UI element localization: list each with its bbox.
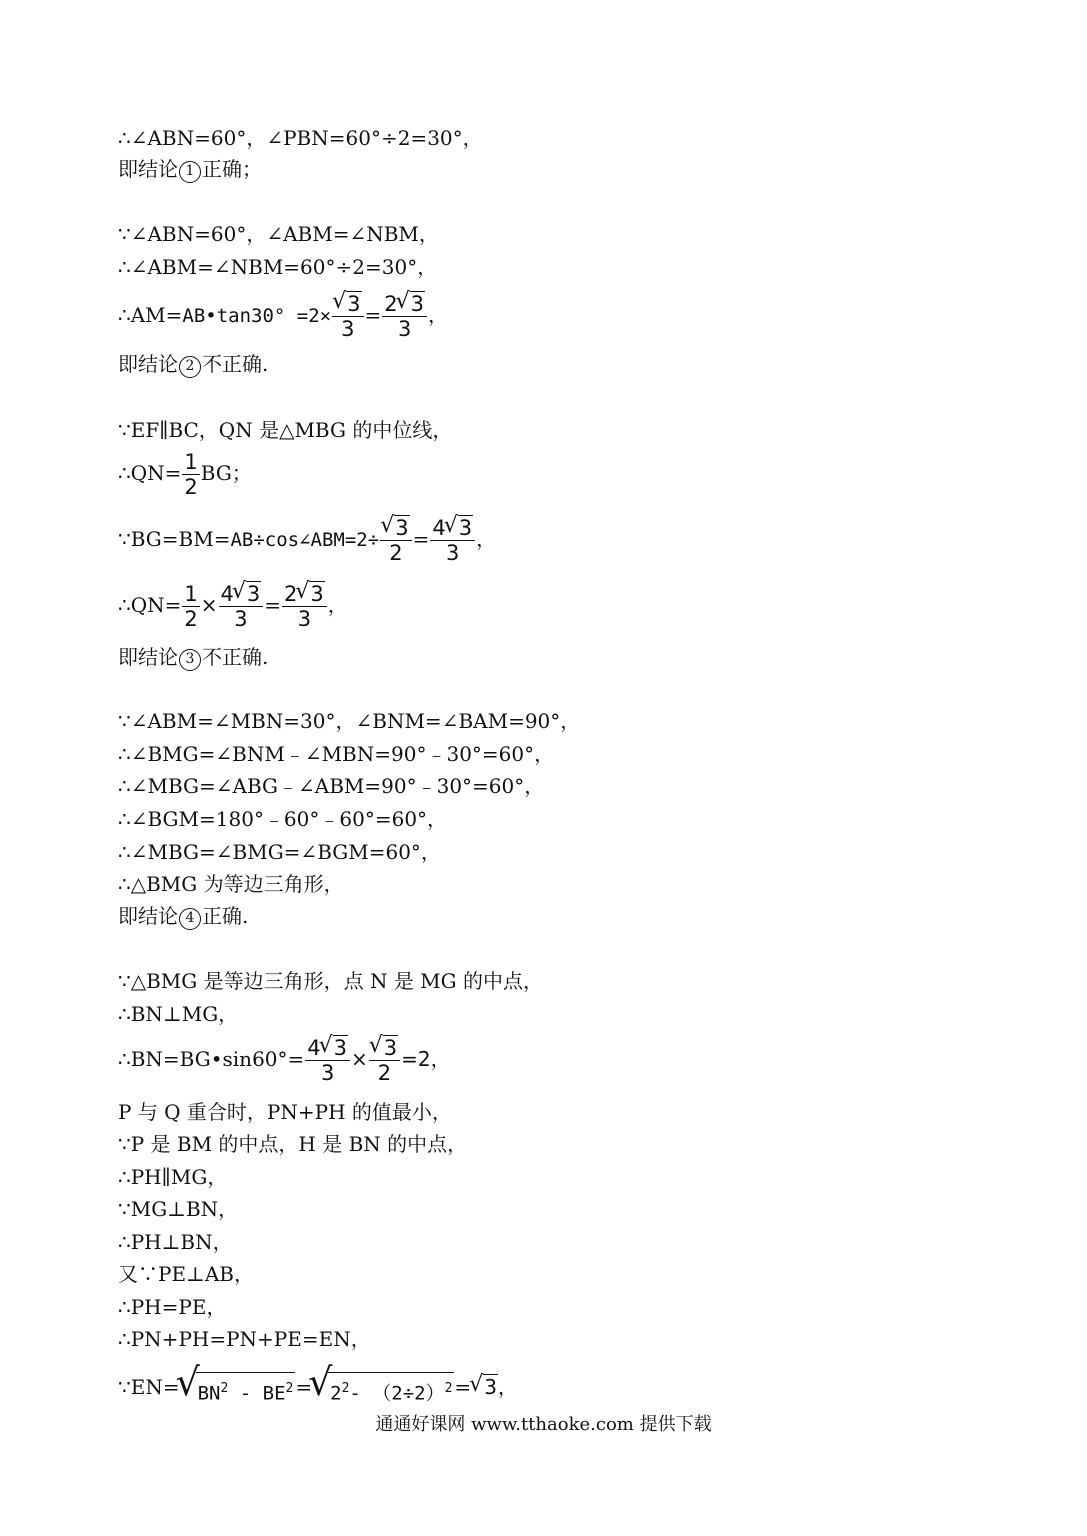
page-footer: 通通好课网 www.tthaoke.com 提供下载 xyxy=(375,1414,712,1435)
line-1: ∴∠ABN=60°，∠PBN=60°÷2=30°， xyxy=(118,126,483,150)
line-29: ∴PN+PH=PN+PE=EN， xyxy=(118,1327,371,1351)
line-14: ∴∠MBG=∠ABG﹣∠ABM=90°﹣30°=60°， xyxy=(118,774,545,798)
line-20: ∴BN⊥MG， xyxy=(118,1002,239,1026)
circled-number: 2 xyxy=(179,356,201,378)
line-23: ∵P 是 BM 的中点，H 是 BN 的中点， xyxy=(118,1132,468,1156)
circled-number: 1 xyxy=(179,161,201,183)
line-13: ∴∠BMG=∠BNM﹣∠MBN=90°﹣30°=60°， xyxy=(118,742,555,766)
line-30: ∵EN=√ $BN^2 - BE^2$ =√ $2^2-$ $(2\div 2)^2$ =√ 3， xyxy=(118,1372,518,1405)
circled-number: 4 xyxy=(179,908,201,930)
line-26: ∴PH⊥BN， xyxy=(118,1230,233,1254)
line-8: ∴QN= $\frac{1}{2}$ BG； xyxy=(118,450,252,499)
line-25: ∵MG⊥BN， xyxy=(118,1197,239,1221)
line-12: ∵∠ABM=∠MBN=30°，∠BNM=∠BAM=90°， xyxy=(118,709,581,733)
line-21: ∴BN=BG•sin60°= $\frac{4√ 3}{3}$ × √ $\frac{3}{2}$ =2， xyxy=(118,1036,451,1085)
line-19: ∵△BMG 是等边三角形，点 N 是 MG 的中点， xyxy=(118,969,543,993)
line-7: ∵EF∥BC，QN 是△MBG 的中位线， xyxy=(118,418,453,442)
line-15: ∴∠BGM=180°﹣60°﹣60°=60°， xyxy=(118,807,448,831)
circled-number: 3 xyxy=(179,649,201,671)
line-17: ∴△BMG 为等边三角形， xyxy=(118,872,344,896)
line-16: ∴∠MBG=∠BMG=∠BGM=60°， xyxy=(118,840,441,864)
line-3: ∵∠ABN=60°，∠ABM=∠NBM， xyxy=(118,222,439,246)
line-27: 又∵PE⊥AB， xyxy=(118,1262,255,1286)
line-4: ∴∠ABM=∠NBM=60°÷2=30°， xyxy=(118,255,438,279)
line-10: ∴QN= $\frac{1}{2}$ × $\frac{4√ 3}{3}$ = $\frac{2√ 3}{3}$ ， xyxy=(118,582,348,631)
line-9: ∵BG=BM=AB÷cos∠ABM=2÷ √ $\frac{3}{2}$ = $\frac{4√ 3}{3}$ ， xyxy=(118,516,496,565)
line-2: 即结论 1 正确； xyxy=(118,157,262,181)
line-5: ∴AM=AB•tan30° =2× √ $\frac{3}{3}$ = $\frac{2√ 3}{3}$ ， xyxy=(118,292,448,341)
line-24: ∴PH∥MG， xyxy=(118,1165,228,1189)
line-11: 即结论 3 不正确. xyxy=(118,645,269,669)
line-22: P 与 Q 重合时，PN+PH 的值最小， xyxy=(118,1100,452,1124)
line-28: ∴PH=PE， xyxy=(118,1295,227,1319)
line-6: 即结论 2 不正确. xyxy=(118,352,269,376)
line-18: 即结论 4 正确. xyxy=(118,904,249,928)
